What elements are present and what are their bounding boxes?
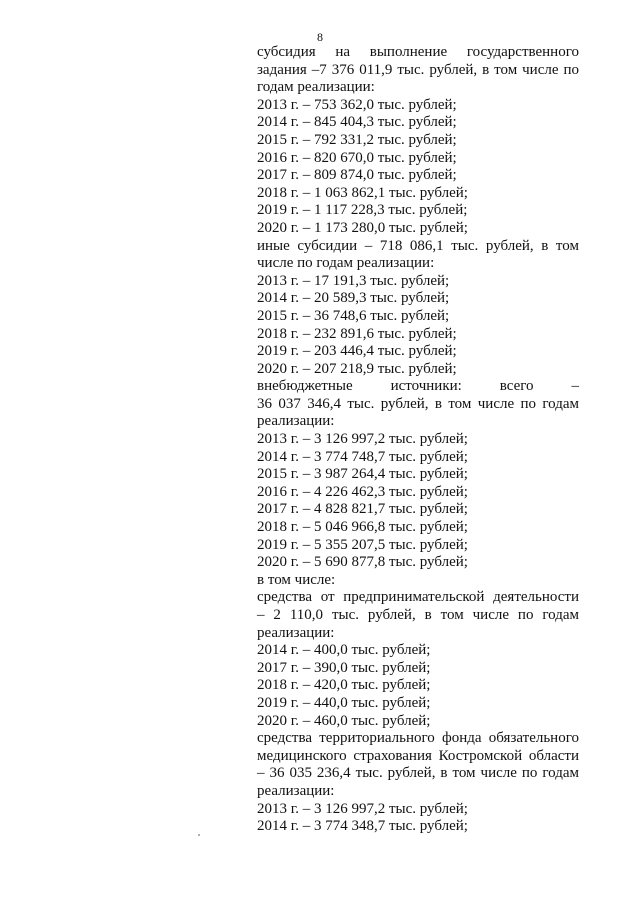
page-number: 8 <box>317 30 323 44</box>
text-line: 2016 г. – 820 670,0 тыс. рублей; <box>257 149 457 166</box>
text-line: 2020 г. – 5 690 877,8 тыс. рублей; <box>257 554 468 571</box>
text-line: внебюджетные источники: всего – <box>257 378 579 395</box>
text-line: субсидия на выполнение государственного <box>257 44 579 60</box>
text-line: медицинского страхования Костромской области <box>257 747 579 764</box>
text-line: 2018 г. – 5 046 966,8 тыс. рублей; <box>257 519 468 536</box>
text-line: реализации: <box>257 782 335 799</box>
text-line: 2017 г. – 809 874,0 тыс. рублей; <box>257 167 457 184</box>
text-line: – 2 110,0 тыс. рублей, в том числе по годам <box>257 607 579 623</box>
text-line: числе по годам реализации: <box>257 255 435 272</box>
text-line: 2019 г. – 440,0 тыс. рублей; <box>257 694 431 711</box>
text-line: 2018 г. – 1 063 862,1 тыс. рублей; <box>257 184 468 201</box>
text-line: 2020 г. – 460,0 тыс. рублей; <box>257 712 431 729</box>
text-line: 2013 г. – 3 126 997,2 тыс. рублей; <box>257 431 468 448</box>
scan-artifact <box>198 834 200 836</box>
text-line: 2014 г. – 400,0 тыс. рублей; <box>257 642 431 659</box>
text-line: 2014 г. – 20 589,3 тыс. рублей; <box>257 290 450 307</box>
text-line: 2017 г. – 4 828 821,7 тыс. рублей; <box>257 501 468 518</box>
text-line: 2013 г. – 3 126 997,2 тыс. рублей; <box>257 800 468 817</box>
text-line: 2015 г. – 3 987 264,4 тыс. рублей; <box>257 466 468 483</box>
text-line: 2019 г. – 1 117 228,3 тыс. рублей; <box>257 202 468 219</box>
text-line: 2015 г. – 792 331,2 тыс. рублей; <box>257 131 457 148</box>
text-line: 2018 г. – 232 891,6 тыс. рублей; <box>257 325 457 342</box>
text-line: средства территориального фонда обязательного <box>257 730 579 747</box>
text-line: 36 037 346,4 тыс. рублей, в том числе по годам <box>257 395 579 412</box>
text-line: 2020 г. – 1 173 280,0 тыс. рублей; <box>257 219 468 236</box>
text-line: 2015 г. – 36 748,6 тыс. рублей; <box>257 307 450 324</box>
text-line: 2013 г. – 17 191,3 тыс. рублей; <box>257 272 450 289</box>
text-line: реализации: <box>257 624 335 641</box>
text-line: задания –7 376 011,9 тыс. рублей, в том числе по <box>257 61 579 78</box>
text-line: реализации: <box>257 413 335 430</box>
text-line: 2013 г. – 753 362,0 тыс. рублей; <box>257 96 457 113</box>
text-line: 2016 г. – 4 226 462,3 тыс. рублей; <box>257 483 468 500</box>
text-line: 2014 г. – 3 774 348,7 тыс. рублей; <box>257 818 468 835</box>
text-line: средства от предпринимательской деятельности <box>257 589 579 606</box>
text-line: 2014 г. – 3 774 748,7 тыс. рублей; <box>257 448 468 465</box>
text-line: 2019 г. – 203 446,4 тыс. рублей; <box>257 343 457 360</box>
document-body <box>257 44 579 836</box>
text-line: в том числе: <box>257 571 336 588</box>
text-line: 2018 г. – 420,0 тыс. рублей; <box>257 677 431 694</box>
text-line: 2017 г. – 390,0 тыс. рублей; <box>257 659 431 676</box>
text-line: 2014 г. – 845 404,3 тыс. рублей; <box>257 114 457 131</box>
text-line: 2019 г. – 5 355 207,5 тыс. рублей; <box>257 536 468 553</box>
text-line: 2020 г. – 207 218,9 тыс. рублей; <box>257 360 457 377</box>
text-line: – 36 035 236,4 тыс. рублей, в том числе по годам <box>257 765 579 782</box>
text-line: годам реализации: <box>257 79 375 96</box>
text-line: иные субсидии – 718 086,1 тыс. рублей, в том <box>257 237 579 254</box>
